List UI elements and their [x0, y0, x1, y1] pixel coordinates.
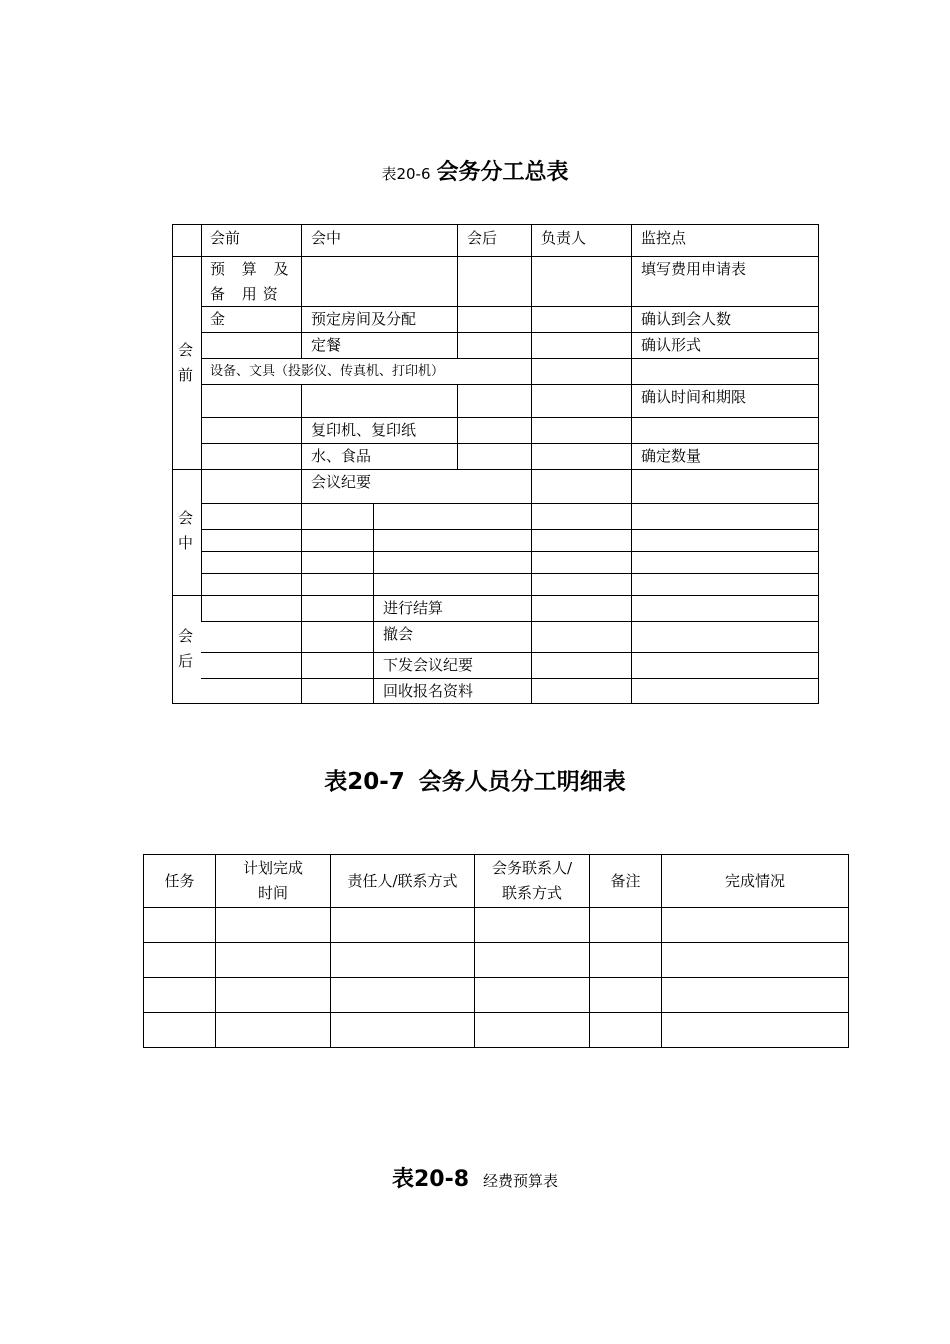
row-budget: 预 算 及 备 用资金 [210, 260, 295, 328]
row-meal-monitor: 确认形式 [641, 336, 702, 354]
table-20-8-name: 经费预算表 [483, 1172, 559, 1190]
table-row [144, 978, 849, 1013]
table-row [144, 1013, 849, 1048]
table-20-6-name: 会务分工总表 [436, 160, 569, 185]
row-collect: 回收报名资料 [383, 682, 474, 700]
table-20-6-number: 表20-6 [381, 165, 431, 183]
section-during-label: 会中 [178, 509, 194, 552]
section-after-label: 会后 [178, 627, 194, 670]
header-status: 完成情况 [662, 855, 849, 908]
row-withdraw: 撤会 [383, 625, 414, 643]
header-liaison-contact: 会务联系人/ 联系方式 [475, 855, 590, 908]
row-meal: 定餐 [311, 336, 342, 354]
table-20-7-number: 表20-7 [324, 769, 405, 795]
header-after: 会后 [467, 229, 498, 247]
row-settle: 进行结算 [383, 599, 444, 617]
table-row [144, 943, 849, 978]
row-time-monitor: 确认时间和期限 [641, 388, 747, 406]
header-during: 会中 [311, 229, 342, 247]
table-20-7 [143, 854, 849, 1048]
table-20-7-header-row [144, 855, 849, 908]
row-distribute: 下发会议纪要 [383, 656, 474, 674]
header-before: 会前 [210, 229, 241, 247]
table-20-8-title [0, 1162, 950, 1193]
header-owner-contact: 责任人/联系方式 [331, 855, 475, 908]
row-copier: 复印机、复印纸 [311, 421, 417, 439]
row-minutes: 会议纪要 [311, 473, 372, 491]
header-task: 任务 [144, 855, 216, 908]
table-20-7-title [0, 763, 950, 796]
row-room-monitor: 确认到会人数 [641, 310, 732, 328]
row-equipment: 设备、文具（投影仪、传真机、打印机） [210, 364, 445, 379]
table-20-7-name: 会务人员分工明细表 [418, 769, 626, 795]
row-budget-monitor: 填写费用申请表 [641, 260, 747, 278]
header-monitor: 监控点 [641, 229, 687, 247]
header-owner: 负责人 [541, 229, 587, 247]
header-plan-time: 计划完成 时间 [216, 855, 331, 908]
row-water: 水、食品 [311, 447, 372, 465]
table-row [144, 908, 849, 943]
header-remark: 备注 [590, 855, 662, 908]
table-20-8-number: 表20-8 [391, 1167, 470, 1192]
row-water-monitor: 确定数量 [641, 447, 702, 465]
table-20-6-title [0, 155, 950, 186]
row-room: 预定房间及分配 [311, 310, 417, 328]
section-before-label: 会前 [178, 341, 194, 384]
